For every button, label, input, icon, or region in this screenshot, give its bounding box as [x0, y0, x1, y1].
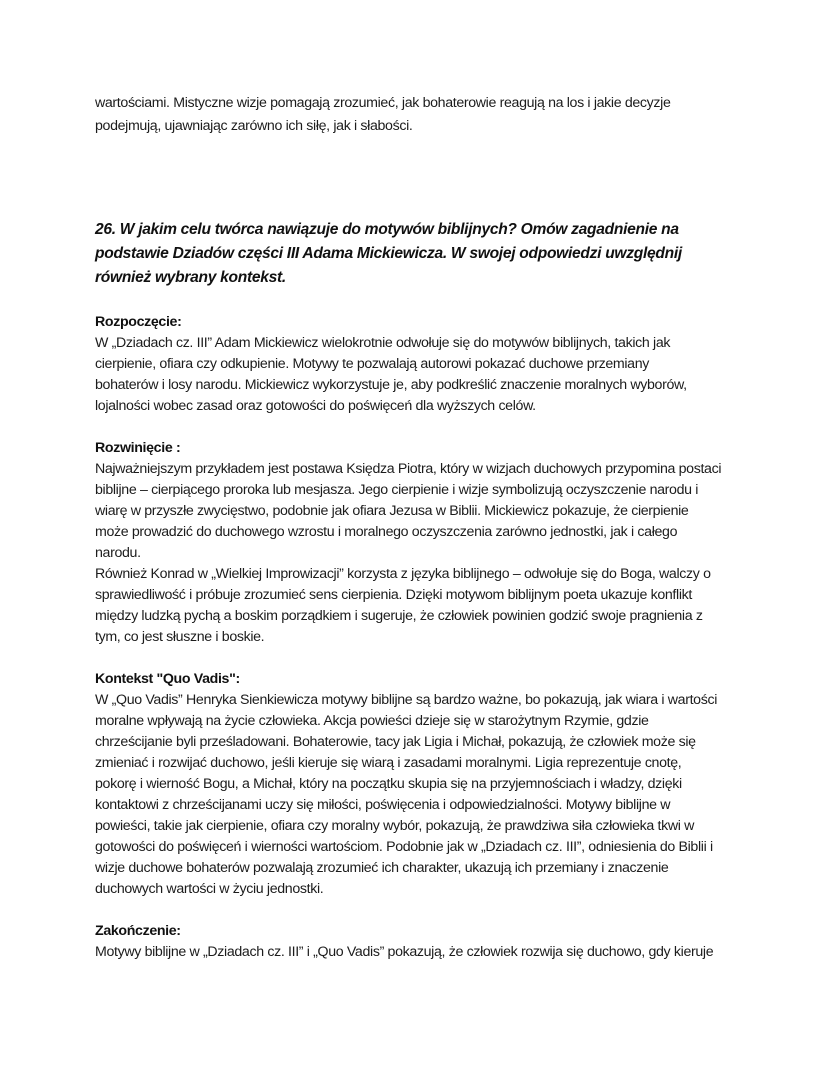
text-line: tym, co jest słuszne i boskie.: [95, 629, 265, 645]
text-line: chrześcijanie byli prześladowani. Bohaterowie, tacy jak Ligia i Michał, pokazują, że człowiek może się: [95, 734, 696, 750]
text-line: podejmują, ujawniając zarówno ich siłę, jak i słabości.: [95, 118, 413, 134]
heading-line: również wybrany kontekst.: [95, 269, 286, 286]
text-line: moralne wpływają na życie człowieka. Akcja powieści dzieje się w starożytnym Rzymie, gdzie: [95, 713, 649, 729]
text-line: między ludzką pychą a boskim porządkiem i sugeruje, że człowiek powinien godzić swoje pragnienia z: [95, 608, 703, 624]
text-line: wizje duchowe bohaterów pozwalają zrozumieć ich charakter, ukazują ich przemiany i znaczenie: [95, 860, 669, 876]
text-line: lojalności wobec zasad oraz gotowości do poświęceń dla wyższych celów.: [95, 398, 536, 414]
heading-line: 26. W jakim celu twórca nawiązuje do motywów biblijnych? Omów zagadnienie na: [95, 221, 679, 238]
text-line: pokorę i wierność Bogu, a Michał, który na początku skupia się na przyjemnościach i władzy, dzięki: [95, 776, 682, 792]
text-line: powieści, takie jak cierpienie, ofiara czy moralny wybór, pokazują, że prawdziwa siła człowieka tkwi w: [95, 818, 695, 834]
text-line: cierpienie, ofiara czy odkupienie. Motywy te pozwalają autorowi pokazać duchowe przemiany: [95, 356, 649, 372]
text-line: kontaktowi z chrześcijanami uczy się miłości, poświęcenia i odpowiedzialności. Motywy biblijne w: [95, 797, 671, 813]
text-line: W „Quo Vadis” Henryka Sienkiewicza motywy biblijne są bardzo ważne, bo pokazują, jak wiara i wartości: [95, 692, 718, 708]
text-line: W „Dziadach cz. III” Adam Mickiewicz wielokrotnie odwołuje się do motywów biblijnych, takich jak: [95, 335, 671, 351]
text-line: biblijne – cierpiącego proroka lub mesjasza. Jego cierpienie i wizje symbolizują oczyszczenie narodu i: [95, 482, 699, 498]
text-line: wiarę w przyszłe zwycięstwo, podobnie jak ofiara Jezusa w Biblii. Mickiewicz pokazuje, że cierpienie: [95, 503, 689, 519]
section-label: Rozwinięcie :: [95, 440, 181, 456]
text-line: bohaterów i losy narodu. Mickiewicz wykorzystuje je, aby podkreślić znaczenie moralnych wyborów,: [95, 377, 687, 393]
text-line: sprawiedliwość i próbuje zrozumieć sens cierpienia. Dzięki motywom biblijnym poeta ukazuje konflikt: [95, 587, 692, 603]
text-line: wartościami. Mistyczne wizje pomagają zrozumieć, jak bohaterowie reagują na los i jakie decyzje: [95, 95, 671, 111]
heading-line: podstawie Dziadów części III Adama Mickiewicza. W swojej odpowiedzi uwzględnij: [95, 245, 682, 262]
text-line: duchowych wartości w życiu jednostki.: [95, 881, 324, 897]
text-line: Najważniejszym przykładem jest postawa Księdza Piotra, który w wizjach duchowych przypomina postaci: [95, 461, 722, 477]
text-line: może prowadzić do duchowego wzrostu i moralnego oczyszczenia zarówno jednostki, jak i całego: [95, 524, 678, 540]
text-line: gotowości do poświęceń i wierności wartościom. Podobnie jak w „Dziadach cz. III”, odniesienia do Biblii i: [95, 839, 713, 855]
section-label: Rozpoczęcie:: [95, 314, 182, 330]
text-line: Również Konrad w „Wielkiej Improwizacji” korzysta z języka biblijnego – odwołuje się do Boga, walczy o: [95, 566, 711, 582]
text-line: zmieniać i rozwijać duchowo, jeśli kieruje się wiarą i zasadami moralnymi. Ligia reprezentuje cnotę,: [95, 755, 682, 771]
section-label: Kontekst "Quo Vadis":: [95, 671, 240, 687]
text-line: narodu.: [95, 545, 141, 561]
section-label: Zakończenie:: [95, 923, 181, 939]
text-line: Motywy biblijne w „Dziadach cz. III” i „Quo Vadis” pokazują, że człowiek rozwija się duchowo, gdy kieruje: [95, 944, 714, 960]
